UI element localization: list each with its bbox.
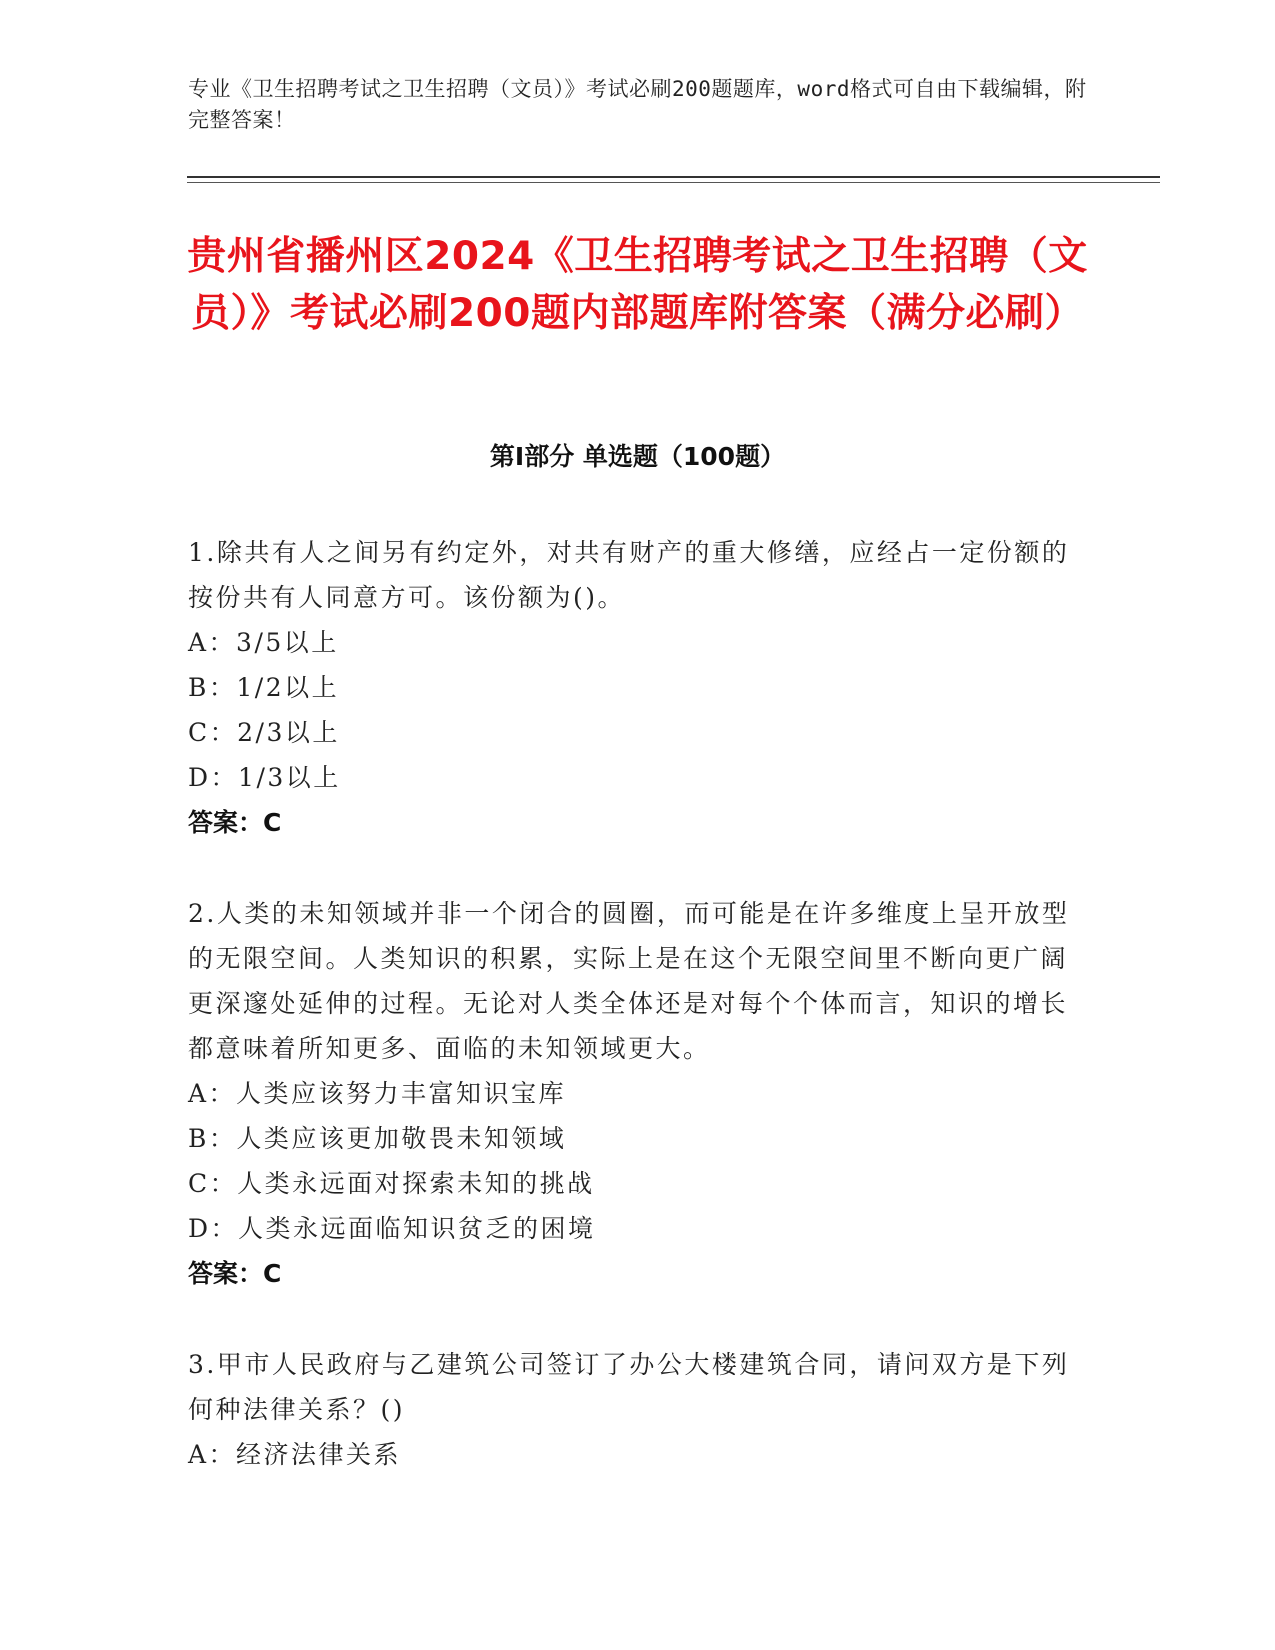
answer: 答案：C <box>188 1259 282 1288</box>
header-note: 专业《卫生招聘考试之卫生招聘（文员）》考试必刷200题题库，word格式可自由下载编辑，附完整答案！ <box>188 77 1087 132</box>
document-title: 贵州省播州区2024《卫生招聘考试之卫生招聘（文员）》考试必刷200题内部题库附答案（满分必刷） <box>187 234 1088 336</box>
header-rule-thick <box>187 176 1160 178</box>
question-text: 2.人类的未知领域并非一个闭合的圆圈，而可能是在许多维度上呈开放型的无限空间。人类知识的积累，实际上是在这个无限空间里不断向更广阔更深邃处延伸的过程。无论对人类全体还是对每个个体而言，知识的增长都意味着所知更多、面临的未知领域更大。 <box>188 899 1070 1063</box>
option-c: C：2/3以上 <box>188 718 340 747</box>
option-b: B：人类应该更加敬畏未知领域 <box>188 1124 567 1153</box>
option-c: C：人类永远面对探索未知的挑战 <box>188 1169 595 1198</box>
option-list <box>188 1432 1088 1477</box>
question-text: 1.除共有人之间另有约定外，对共有财产的重大修缮，应经占一定份额的按份共有人同意方可。该份额为()。 <box>188 538 1070 612</box>
question-list <box>188 530 1088 1523</box>
question-2 <box>188 891 1088 1296</box>
answer: 答案：C <box>188 808 282 837</box>
header-rule-thin <box>187 182 1160 183</box>
option-a: A：人类应该努力丰富知识宝库 <box>188 1079 567 1108</box>
section-heading: 第Ⅰ部分 单选题（100题） <box>489 442 786 471</box>
option-d: D：人类永远面临知识贫乏的困境 <box>188 1214 596 1243</box>
question-1 <box>188 530 1088 845</box>
option-a: A：3/5以上 <box>188 628 339 657</box>
option-a: A：经济法律关系 <box>188 1440 402 1469</box>
question-3 <box>188 1342 1088 1477</box>
option-b: B：1/2以上 <box>188 673 340 702</box>
option-d: D：1/3以上 <box>188 763 341 792</box>
option-list <box>188 620 1088 800</box>
option-list <box>188 1071 1088 1251</box>
question-text: 3.甲市人民政府与乙建筑公司签订了办公大楼建筑合同，请问双方是下列何种法律关系？() <box>188 1350 1070 1424</box>
